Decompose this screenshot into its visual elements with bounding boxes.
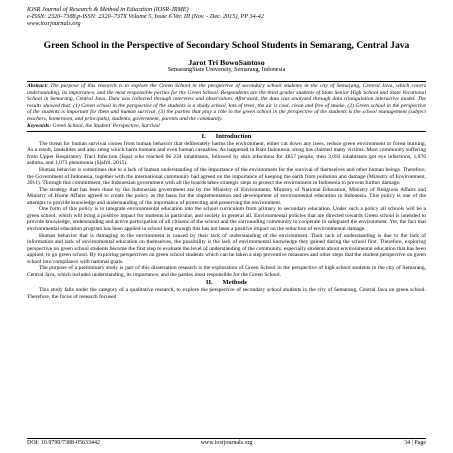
section-heading-methods: II. Methods <box>205 279 248 287</box>
journal-name: IOSR Journal of Research & Method in Education (IOSR-JRME) <box>27 6 189 13</box>
journal-header <box>27 6 426 28</box>
paragraph: Human behavior is sometimes due to a lack of human understanding of the importance of the environment for the survival of themselves and other human beings. Therefore, the Government of Indonesia, together with the international community had agreed on the importance of keeping the earth from pollution and damage (Ministry of Environment, 2011). Through this commitment, the Indonesian government with all the boards takes strategic steps to protect the environment in Indonesia to prevent further damage. <box>27 167 426 187</box>
abstract-box <box>27 81 426 132</box>
keywords <box>27 123 426 130</box>
journal-website: www.iosrjournals.org <box>27 20 81 28</box>
footer-doi: DOI: 10.9790/7388-05633442 <box>27 440 100 446</box>
author-affiliation: SemarangState University, Semarang, Indonesia <box>167 67 286 74</box>
author-name: Jarot Tri BowoSantoso <box>188 58 265 68</box>
journal-issn: e-ISSN: 2320–7388,p-ISSN: 2320–737X Volume 5, Issue 6 Ver. III (Nov. - Dec. 2015), PP 34-42 <box>27 13 264 21</box>
footer-divider <box>27 438 426 439</box>
abstract <box>27 83 426 122</box>
paragraph: The purpose of a preliminary study is part of this dissertation research is the exploration of Green School in the perspective of high school students in the city of Semarang, Central Java, which includes understanding, its importance, and the parties most responsible for the Green School. <box>27 265 426 278</box>
keywords-text: Green School, the Student' Perspective, Survival <box>51 123 160 130</box>
abstract-label: Abstract: <box>27 83 48 90</box>
page-footer <box>27 440 426 447</box>
paragraph: One form of this policy is to integrate environmental education into the school curriculum from primary to secondary education. Under such a policy all schools will be a green school, which will bring a positive impact for students in particular, and society in general all. Environmental policies that are directed towards Green school is intended to provide knowledge, understanding and active participation of all citizens of the school and the surrounding community to cooperate in safeguard the environment. Yet, the fact that environmental education program has been applied in school long enough this has not been a positive impact on the reduction of environmental damage. <box>27 206 426 232</box>
footer-website: www.iosrjournals.org <box>200 440 253 446</box>
section-heading-introduction: I. Introduction <box>201 132 252 140</box>
keywords-label: Keywords: <box>27 123 52 130</box>
paragraph: This study falls under the category of a qualitative research, to explore the perspective of secondary school students in the city of Semarang, Central Java on green school. Therefore, the focus of research focused <box>27 287 426 300</box>
abstract-text: The purpose of this research is to explore the Green School in the perspective of secondary school students in the city of Semarang, Central Java, which covers understanding, its importance, and the most responsible parties for the Green School. Respondents are the third grader students of State Senior High School and State Vocational School in Semarang, Central Java. Data was collected through interview and observation. Afterward, the data was analyzed through data triangulation interactive model. The results showed that: (1) Green school in the perspective of the students is a shady school, lots of trees, the air is cool, clean and free of smoke, (2) Green school in the perspective of the students is important for them and human survival, (3) the parties that play a role in the green school in the perspective of the students is the school management (subject teachers, homeroom, and principals), students, government, parents and the community. <box>27 83 426 122</box>
footer-page-number: 34 | Page <box>404 440 426 446</box>
paper-title: Green School in the Perspective of Secondary School Students in Semarang, Central Java <box>43 39 410 51</box>
paragraph: The threat for human survival comes from human behavior that deliberately harms the environment, either cut down any trees, reduce green environment or forest burning. As a result, landslides and also smog which harm humans and even human casualties. As happened in Riau Indonesia, smog has claimed many victims. Most community suffering from Upper Respiratory Tract Infection (Ispa) who reached 66 234 inhabitants, followed by skin infections for 4857 people, then 3,693 inhabitants got eye infections, 1,076 asthma, and 1,073 pneumonia (Sjafril, 2015). <box>27 140 426 167</box>
paragraph: The strategy that has been done by the Indonesian government are by the Ministry of Environment, Ministry of National Education, Ministry of Religious Affairs and Ministry of Home Affairs agreed to create the policy as the basis for the implementation and development of environmental education in Indonesia. This policy is one of the attempts to provide knowledge and understanding of the importance of protecting and preserving the environment. <box>27 186 426 206</box>
paragraph: Human behavior that is damaging to the environment is caused by their lack of understanding of the environment. Their lack of understanding is due to the lack of information and lack of environmental education on themselves, the possibility is the lack of environmental knowledge they gained during the school first. Therefore, exploring perspective on green school students become the first step to evaluate the level of understanding of the community, especially students about environmental education that has been applied, to go green school. By exploring perspectives on green school students which can be taken a step preventive measures and other steps that the student perspective on green school into compliance with national goals. <box>27 232 426 265</box>
